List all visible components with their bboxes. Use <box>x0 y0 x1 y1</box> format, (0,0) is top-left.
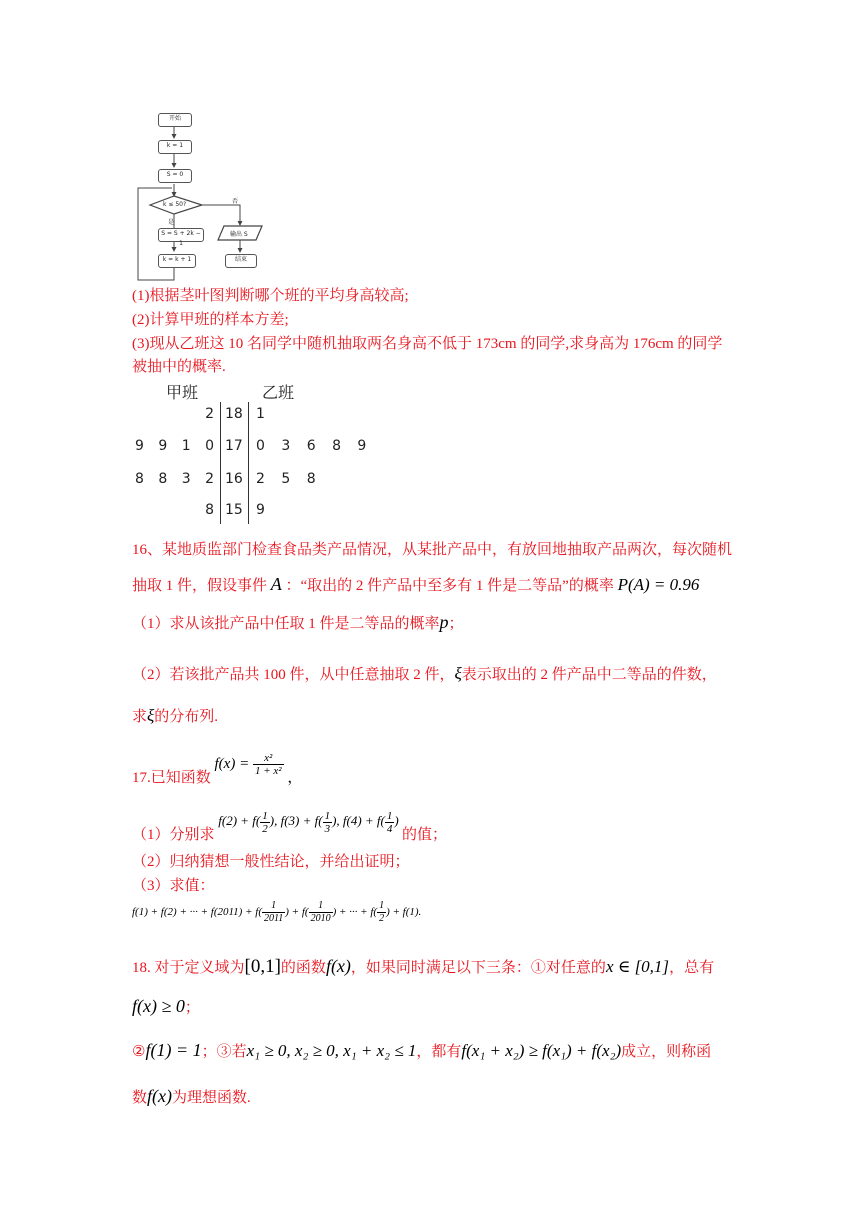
q17-part1-expression: f(2) + f( $\frac{1}{2}$ ), f(3) + f( $\frac{1}{3}$ ), f(4) + f( $\frac{1}{4}$ ) <box>218 810 402 835</box>
q16-line2-text-a: 抽取 1 件，假设事件 <box>132 578 268 594</box>
q16-part1-end: ； <box>448 616 464 632</box>
q18-semicolon: ； <box>184 1000 200 1016</box>
q17-intro <box>132 752 303 786</box>
stem-leaf-divider-right <box>248 402 249 524</box>
q18-line2 <box>132 1040 711 1062</box>
q18-text-3b: 为理想函数. <box>172 1090 251 1106</box>
q18-fx: f(x) <box>147 1086 172 1106</box>
q16-part2-text-b: 表示取出的 2 件产品中二等品的件数， <box>461 667 717 683</box>
q17-sum-denominator-1: 2011 <box>264 913 284 924</box>
flowchart-k-init: k = 1 <box>158 140 192 154</box>
stem-leaf-stem: 15 <box>225 502 243 518</box>
q17-function-lhs: f(x) = <box>214 755 250 772</box>
q16-part2-line2 <box>132 706 218 727</box>
q17-part3: （3）求值： <box>132 878 215 894</box>
stem-leaf-right-leaves: 9 <box>256 502 265 518</box>
q16-p-symbol: p <box>439 612 449 632</box>
stem-leaf-right-leaves: 2 5 8 <box>256 471 316 487</box>
flowchart-condition: k ≤ 50? <box>163 201 187 208</box>
stem-leaf-stem: 16 <box>225 471 243 487</box>
stem-leaf-right-header: 乙班 <box>262 383 295 402</box>
stem-leaf-right-leaves: 0 3 6 8 9 <box>256 438 367 454</box>
q17-intro-text: 17.已知函数 <box>132 769 211 786</box>
flowchart <box>130 100 290 285</box>
q17-part1-text: （1）分别求 <box>132 827 215 844</box>
q18-condition-2: f(1) = 1 <box>145 1040 202 1060</box>
q18-interval: [0,1] <box>244 956 281 977</box>
q17-function-numerator: x² <box>253 752 284 765</box>
q18-line1 <box>132 956 714 978</box>
q16-part2-text-a: （2）若该批产品共 100 件，从中任意抽取 2 件， <box>132 667 455 683</box>
q16-part2-text-c: 求 <box>132 709 148 725</box>
q16-event-symbol: A <box>270 574 282 594</box>
flowchart-yes-label: 是 <box>168 219 175 226</box>
q16-line1: 16、某地质监部门检查食品类产品情况，从某批产品中，有放回地抽取产品两次，每次随机 <box>132 542 733 558</box>
stem-leaf-left-leaves: 8 <box>205 502 214 518</box>
flowchart-update-s: S = S + 2k − 1 <box>158 228 204 242</box>
q16-part2-text-d: 的分布列. <box>154 709 219 725</box>
q16-xi-symbol: ξ <box>147 706 155 725</box>
flowchart-s-init: S = 0 <box>158 169 192 183</box>
q17-sum-denominator-3: 2 <box>379 913 385 924</box>
q16-line2 <box>132 574 699 596</box>
q18-text-b: 的函数 <box>280 960 326 976</box>
flowchart-update-k: k = k + 1 <box>158 254 196 268</box>
q17-sum-part-c: ) + ··· + f( <box>332 906 378 919</box>
q18-condition-1: f(x) ≥ 0 <box>132 996 185 1016</box>
q17-sum-numerator: 1 <box>262 900 285 913</box>
q17-sum-expression <box>132 900 421 925</box>
q16-part1 <box>132 612 464 634</box>
q17-part1-end: 的值； <box>401 827 447 844</box>
flowchart-end: 结束 <box>225 254 257 268</box>
q18-text-2d: 成立，则称函 <box>621 1044 712 1060</box>
q18-circle-2: ② <box>132 1044 146 1060</box>
stem-leaf-plot <box>130 378 390 528</box>
q17-comma: ， <box>287 769 303 786</box>
q17-part2: （2）归纳猜想一般性结论，并给出证明； <box>132 854 410 870</box>
q15-part3-line2: 被抽中的概率. <box>132 359 226 375</box>
q18-text-3a: 数 <box>132 1090 148 1106</box>
q16-xi-symbol: ξ <box>454 664 462 683</box>
stem-leaf-left-header: 甲班 <box>166 383 199 402</box>
q18-fx: f(x) <box>325 956 351 976</box>
stem-leaf-right-leaves: 1 <box>256 406 265 422</box>
q15-part3-line1: (3)现从乙班这 10 名同学中随机抽取两名身高不低于 173cm 的同学,求身高为 176cm 的同学 <box>132 336 723 352</box>
q18-text-2c: ，都有 <box>416 1044 462 1060</box>
q17-sum-part-a: f(1) + f(2) + ··· + f(2011) + f( <box>132 906 262 919</box>
stem-leaf-divider-left <box>220 402 221 524</box>
stem-leaf-left-leaves: 2 <box>205 406 214 422</box>
flowchart-start: 开始 <box>158 113 192 127</box>
flowchart-connectors <box>130 100 290 285</box>
stem-leaf-left-leaves: 8 8 3 2 <box>135 471 214 487</box>
q18-condition-3: x₁ ≥ 0, x₂ ≥ 0, x₁ + x₂ ≤ 1 <box>246 1041 417 1060</box>
q17-sum-denominator-2: 2010 <box>310 913 331 924</box>
q16-line2-text-b: ：“取出的 2 件产品中至多有 1 件是二等品”的概率 <box>285 578 614 594</box>
q15-part2: (2)计算甲班的样本方差; <box>132 312 289 328</box>
stem-leaf-stem: 17 <box>225 438 243 454</box>
q17-function-fraction <box>253 752 284 777</box>
q17-sum-numerator: 1 <box>379 900 385 911</box>
q18-text-a: 18. 对于定义域为 <box>132 960 245 976</box>
q18-text-d: ，总有 <box>669 960 715 976</box>
q17-part1 <box>132 810 447 844</box>
stem-leaf-stem: 18 <box>225 406 243 422</box>
q18-cond1-line <box>132 996 200 1018</box>
q16-probability-formula: P(A) = 0.96 <box>617 575 700 594</box>
q18-text-2b: ；③若 <box>201 1044 247 1060</box>
q17-sum-numerator: 1 <box>309 900 333 913</box>
stem-leaf-left-leaves: 9 9 1 0 <box>135 438 214 454</box>
q16-part2 <box>132 664 717 685</box>
q18-condition-4: f(x₁ + x₂) ≥ f(x₁) + f(x₂) <box>461 1041 622 1060</box>
q17-sum-part-e: ) + f(1). <box>386 906 422 919</box>
q18-line3 <box>132 1086 251 1108</box>
q18-x-in-interval: x ∈ [0,1] <box>605 957 670 976</box>
flowchart-output: 输出 S <box>230 231 248 238</box>
q16-part1-text: （1）求从该批产品中任取 1 件是二等品的概率 <box>132 616 440 632</box>
q17-function-denominator: 1 + x² <box>254 765 282 777</box>
q18-text-c: ，如果同时满足以下三条：①对任意的 <box>350 960 606 976</box>
flowchart-no-label: 否 <box>232 198 239 205</box>
q17-sum-part-b: ) + f( <box>285 906 309 919</box>
q15-part1: (1)根据茎叶图判断哪个班的平均身高较高; <box>132 288 409 304</box>
